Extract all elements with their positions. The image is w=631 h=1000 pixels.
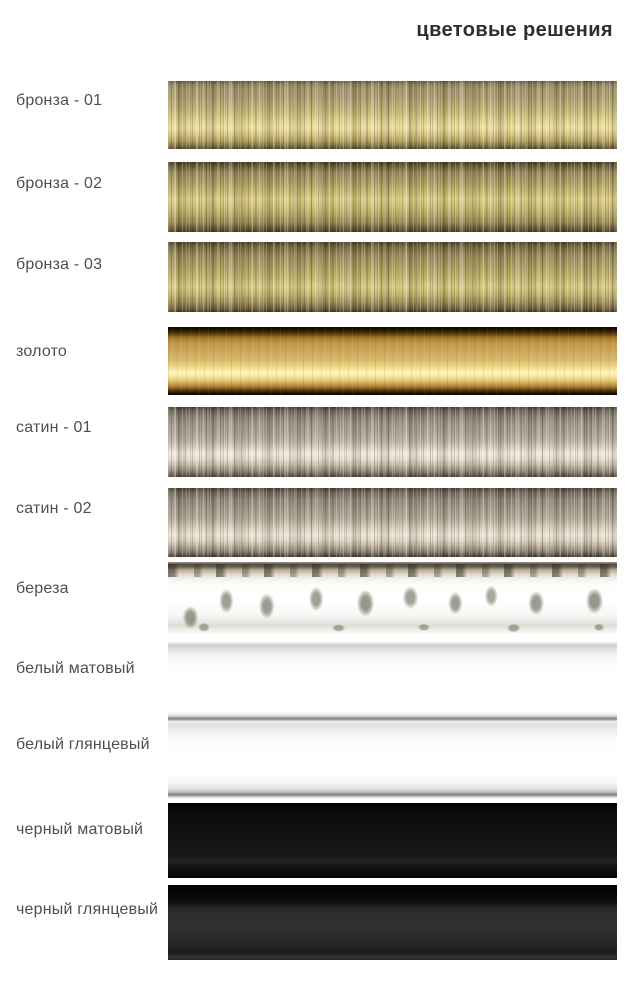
label-white-glossy: белый глянцевый (16, 736, 150, 753)
label-bronze-01: бронза - 01 (16, 92, 103, 109)
swatch-bronze-03 (168, 242, 617, 312)
label-birch: береза (16, 580, 69, 597)
swatch-black-matte (168, 803, 617, 878)
swatch-satin-01 (168, 407, 617, 477)
swatch-bronze-02 (168, 162, 617, 232)
swatch-white-matte (168, 642, 617, 702)
page-title: цветовые решения (416, 19, 613, 41)
swatch-bronze-01 (168, 81, 617, 149)
swatch-birch (168, 562, 617, 633)
swatch-satin-02 (168, 488, 617, 557)
label-gold: золото (16, 343, 68, 360)
swatch-white-glossy (168, 712, 617, 798)
label-bronze-02: бронза - 02 (16, 175, 103, 192)
label-satin-02: сатин - 02 (16, 500, 92, 517)
swatch-gold (168, 327, 617, 395)
label-black-matte: черный матовый (16, 821, 144, 838)
label-black-glossy: черный глянцевый (16, 901, 159, 918)
label-satin-01: сатин - 01 (16, 419, 92, 436)
swatch-black-glossy (168, 885, 617, 960)
label-bronze-03: бронза - 03 (16, 256, 103, 273)
label-white-matte: белый матовый (16, 660, 135, 677)
